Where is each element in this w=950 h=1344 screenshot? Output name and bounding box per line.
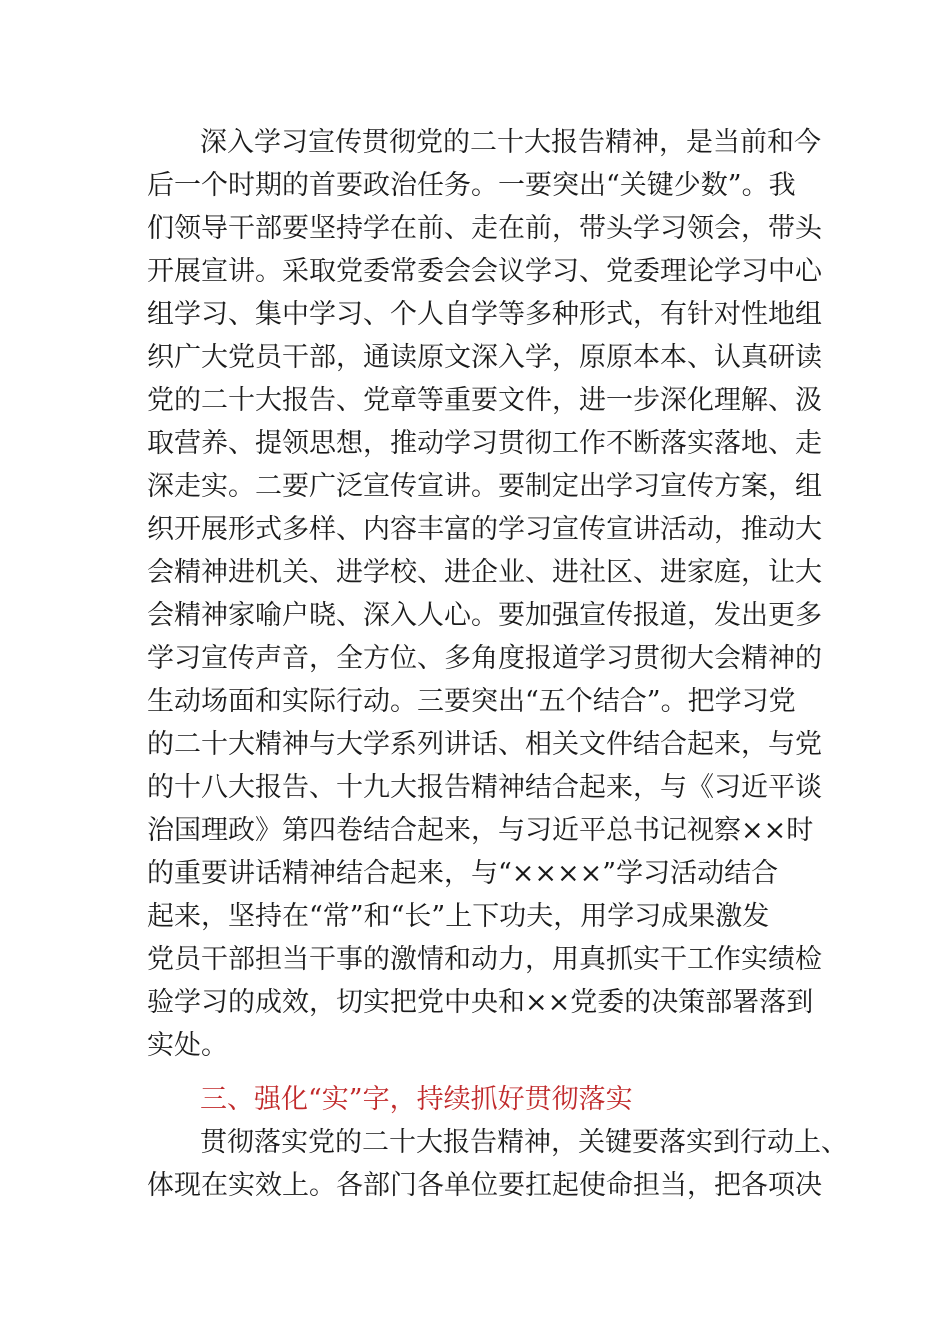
paragraph-line: 会精神家喻户晓、深入人心。要加强宣传报道，发出更多 <box>147 600 822 631</box>
paragraph-line: 取营养、提领思想，推动学习贯彻工作不断落实落地、走 <box>147 428 822 459</box>
paragraph-line: 起来，坚持在“常”和“长”上下功夫，用学习成果激发 <box>147 901 770 932</box>
paragraph-line: 贯彻落实党的二十大报告精神，关键要落实到行动上、 <box>200 1127 848 1158</box>
paragraph-line: 开展宣讲。采取党委常委会会议学习、党委理论学习中心 <box>147 256 822 287</box>
paragraph-line: 验学习的成效，切实把党中央和××党委的决策部署落到 <box>147 987 814 1018</box>
paragraph-line: 后一个时期的首要政治任务。一要突出“关键少数”。我 <box>147 170 796 201</box>
section-heading: 三、强化“实”字，持续抓好贯彻落实 <box>200 1084 633 1115</box>
paragraph-line: 治国理政》第四卷结合起来，与习近平总书记视察××时 <box>147 815 814 846</box>
paragraph-line: 党员干部担当干事的激情和动力，用真抓实干工作实绩检 <box>147 944 822 975</box>
paragraph-line: 们领导干部要坚持学在前、走在前，带头学习领会，带头 <box>147 213 822 244</box>
paragraph-line: 织广大党员干部，通读原文深入学，原原本本、认真研读 <box>147 342 822 373</box>
paragraph-line: 深走实。二要广泛宣传宣讲。要制定出学习宣传方案，组 <box>147 471 822 502</box>
paragraph-line: 织开展形式多样、内容丰富的学习宣传宣讲活动，推动大 <box>147 514 822 545</box>
paragraph-line: 学习宣传声音，全方位、多角度报道学习贯彻大会精神的 <box>147 643 822 674</box>
paragraph-line: 的二十大精神与大学系列讲话、相关文件结合起来，与党 <box>147 729 822 760</box>
paragraph-line: 生动场面和实际行动。三要突出“五个结合”。把学习党 <box>147 686 796 717</box>
paragraph-line: 的重要讲话精神结合起来，与“××××”学习活动结合 <box>147 858 779 889</box>
paragraph-line: 深入学习宣传贯彻党的二十大报告精神，是当前和今 <box>200 127 821 158</box>
paragraph-line: 实处。 <box>147 1030 228 1061</box>
paragraph-line: 党的二十大报告、党章等重要文件，进一步深化理解、汲 <box>147 385 822 416</box>
paragraph-line: 体现在实效上。各部门各单位要扛起使命担当，把各项决 <box>147 1170 822 1201</box>
paragraph-line: 会精神进机关、进学校、进企业、进社区、进家庭，让大 <box>147 557 822 588</box>
paragraph-line: 的十八大报告、十九大报告精神结合起来，与《习近平谈 <box>147 772 822 803</box>
paragraph-line: 组学习、集中学习、个人自学等多种形式，有针对性地组 <box>147 299 822 330</box>
